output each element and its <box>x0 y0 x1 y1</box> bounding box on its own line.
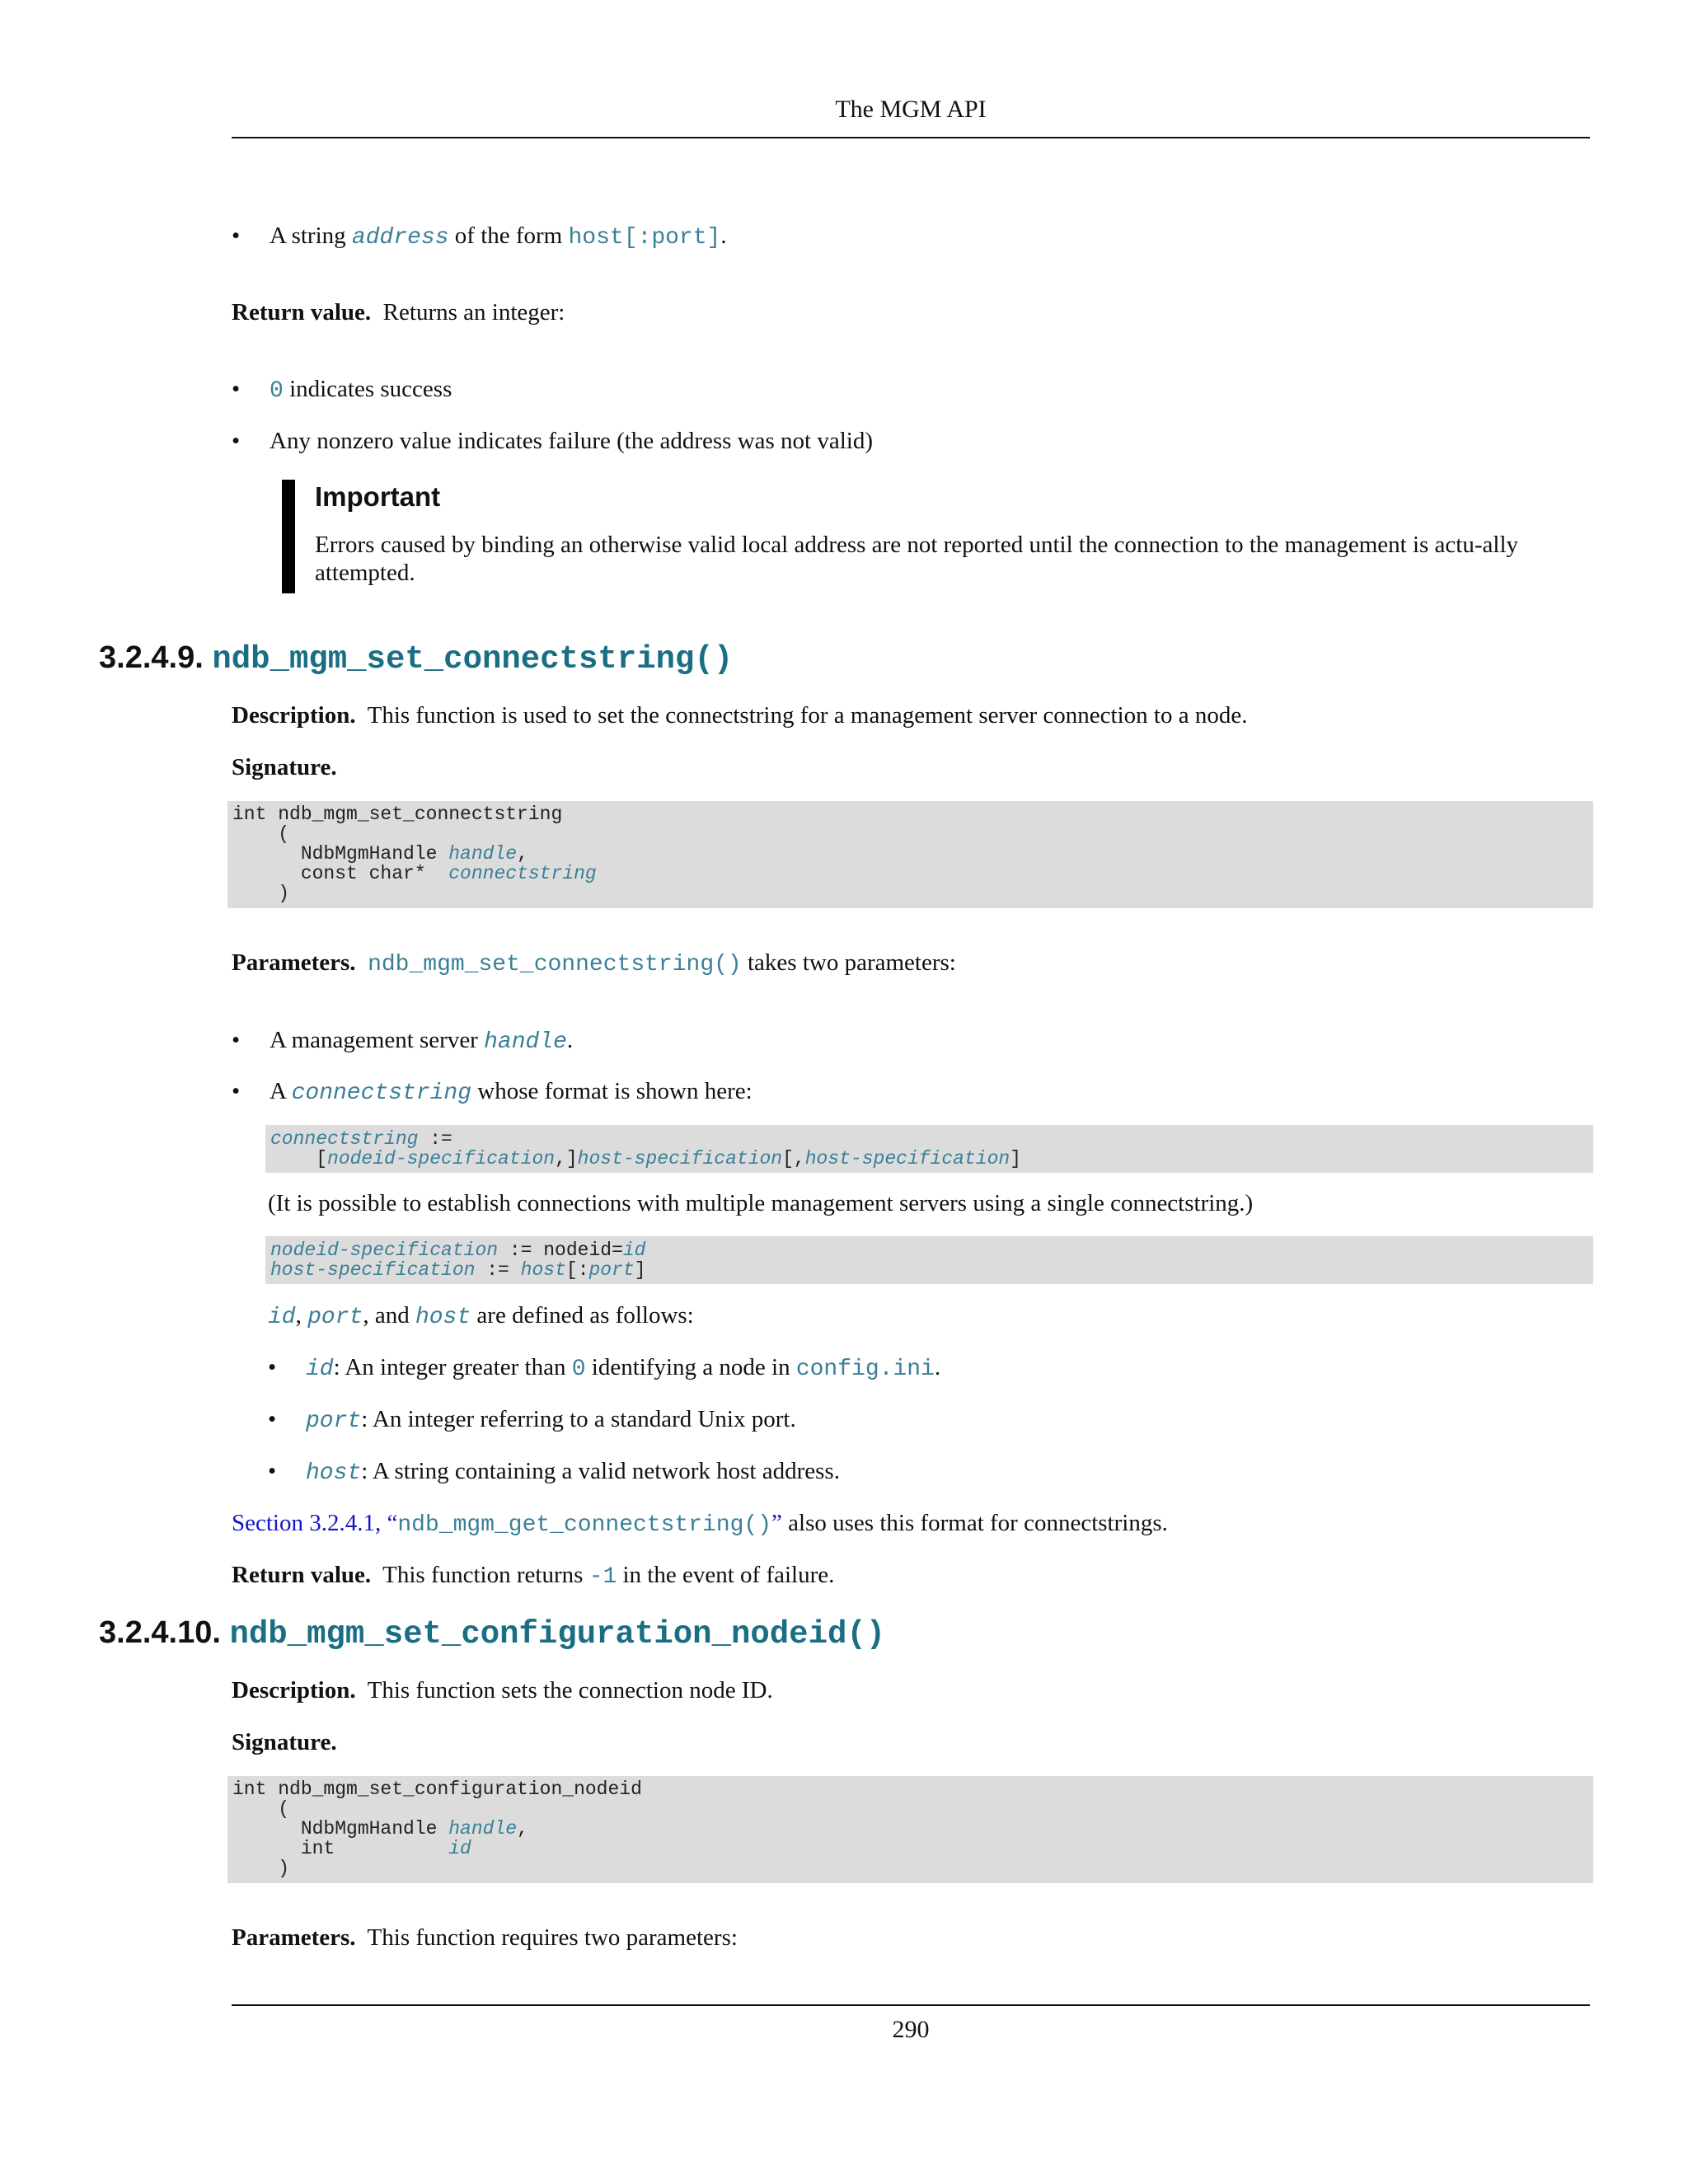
param-port: port <box>306 1408 362 1434</box>
bullet-mark: • <box>268 1406 277 1432</box>
description-label: Description. <box>232 702 356 729</box>
param-host: host <box>415 1305 471 1330</box>
code-block-signature: int ndb_mgm_set_connectstring ( NdbMgmHandle handle, const char* connectstring ) <box>227 801 1593 908</box>
text: A <box>270 1078 292 1104</box>
code-block-connectstring-format: connectstring := [nodeid-specification,]host-specification[,host-specification] <box>265 1125 1593 1173</box>
text: . <box>566 1027 574 1053</box>
signature-label <box>232 752 1583 782</box>
code-minus-one: -1 <box>588 1564 617 1590</box>
see-also-para: Section 3.2.4.1, “ndb_mgm_get_connectstring()” also uses this format for connectstrings. <box>232 1510 1168 1538</box>
text: A management server <box>270 1027 485 1053</box>
code-host-port: host[:port] <box>568 225 721 251</box>
bullet-mark: • <box>268 1354 277 1380</box>
param-handle: handle <box>484 1029 567 1055</box>
bullet-mark: • <box>232 1078 241 1104</box>
section-number: 3.2.4.10. <box>99 1615 221 1650</box>
param-address: address <box>351 225 449 251</box>
description-para <box>232 701 1583 730</box>
important-note <box>282 480 1535 593</box>
definitions-intro: id, port, and host are defined as follows: <box>268 1302 694 1330</box>
text: This function requires two parameters: <box>367 1924 738 1951</box>
text: whose format is shown here: <box>471 1078 753 1104</box>
text: A string <box>270 223 352 249</box>
signature-label <box>232 1727 1583 1757</box>
note-bar <box>282 480 295 593</box>
bullet-mark: • <box>232 223 241 249</box>
parameters-para <box>232 948 1583 979</box>
text: This function is used to set the connectstring for a management server connection to a node. <box>367 702 1248 729</box>
page-number: 290 <box>892 2016 930 2043</box>
running-header: The MGM API <box>835 96 987 123</box>
bullet-mark: • <box>232 376 241 402</box>
return-label: Return value. <box>232 1562 372 1588</box>
parameters-para <box>232 1923 1583 1952</box>
param-host: host <box>306 1460 362 1486</box>
text: takes two parameters: <box>741 949 956 976</box>
text: . <box>720 223 727 249</box>
text: This function sets the connection node ID. <box>367 1677 773 1704</box>
section-heading <box>99 639 733 680</box>
signature-label-text: Signature. <box>232 1729 337 1755</box>
parameters-label: Parameters. <box>232 1924 356 1951</box>
text: of the form <box>448 223 569 249</box>
header-rule <box>232 137 1590 138</box>
section-function-name: ndb_mgm_set_connectstring() <box>212 641 734 677</box>
return-label: Return value. <box>232 299 372 326</box>
code-config-file: config.ini <box>795 1357 935 1382</box>
param-id: id <box>306 1357 334 1382</box>
footer-rule <box>232 2004 1590 2006</box>
text: Returns an integer: <box>382 299 565 326</box>
signature-label-text: Signature. <box>232 754 337 780</box>
note-body: Errors caused by binding an otherwise valid local address are not reported until the connection to the management is actu-ally attempted. <box>315 532 1518 586</box>
bullet-mark: • <box>232 428 241 454</box>
code-function: ndb_mgm_set_connectstring() <box>368 952 742 977</box>
return-value-para: Return value. This function returns -1 in the event of failure. <box>232 1562 835 1590</box>
bullet-mark: • <box>268 1458 277 1484</box>
code-block-signature: int ndb_mgm_set_configuration_nodeid ( NdbMgmHandle handle, int id ) <box>227 1776 1593 1883</box>
code-zero: 0 <box>571 1357 586 1382</box>
param-port: port <box>307 1305 363 1330</box>
return-value-para <box>232 298 1583 327</box>
code-zero: 0 <box>270 378 284 404</box>
section-heading <box>99 1614 885 1655</box>
parameters-label: Parameters. <box>232 949 356 976</box>
text: Any nonzero value indicates failure (the address was not valid) <box>270 428 873 454</box>
section-function-name: ndb_mgm_set_configuration_nodeid() <box>229 1616 886 1652</box>
param-connectstring: connectstring <box>291 1080 472 1106</box>
section-link[interactable]: Section 3.2.4.1, “ndb_mgm_get_connectstring()” <box>232 1510 782 1538</box>
note-title: Important <box>315 481 441 512</box>
multiple-servers-note: (It is possible to establish connections with multiple management servers using a single connectstring.) <box>268 1190 1254 1216</box>
text: indicates success <box>283 376 452 402</box>
section-number: 3.2.4.9. <box>99 640 204 675</box>
description-label: Description. <box>232 1677 356 1704</box>
param-id: id <box>268 1305 296 1330</box>
bullet-mark: • <box>232 1027 241 1053</box>
code-block-spec-format: nodeid-specification := nodeid=id host-specification := host[:port] <box>265 1236 1593 1284</box>
description-para <box>232 1675 1583 1705</box>
